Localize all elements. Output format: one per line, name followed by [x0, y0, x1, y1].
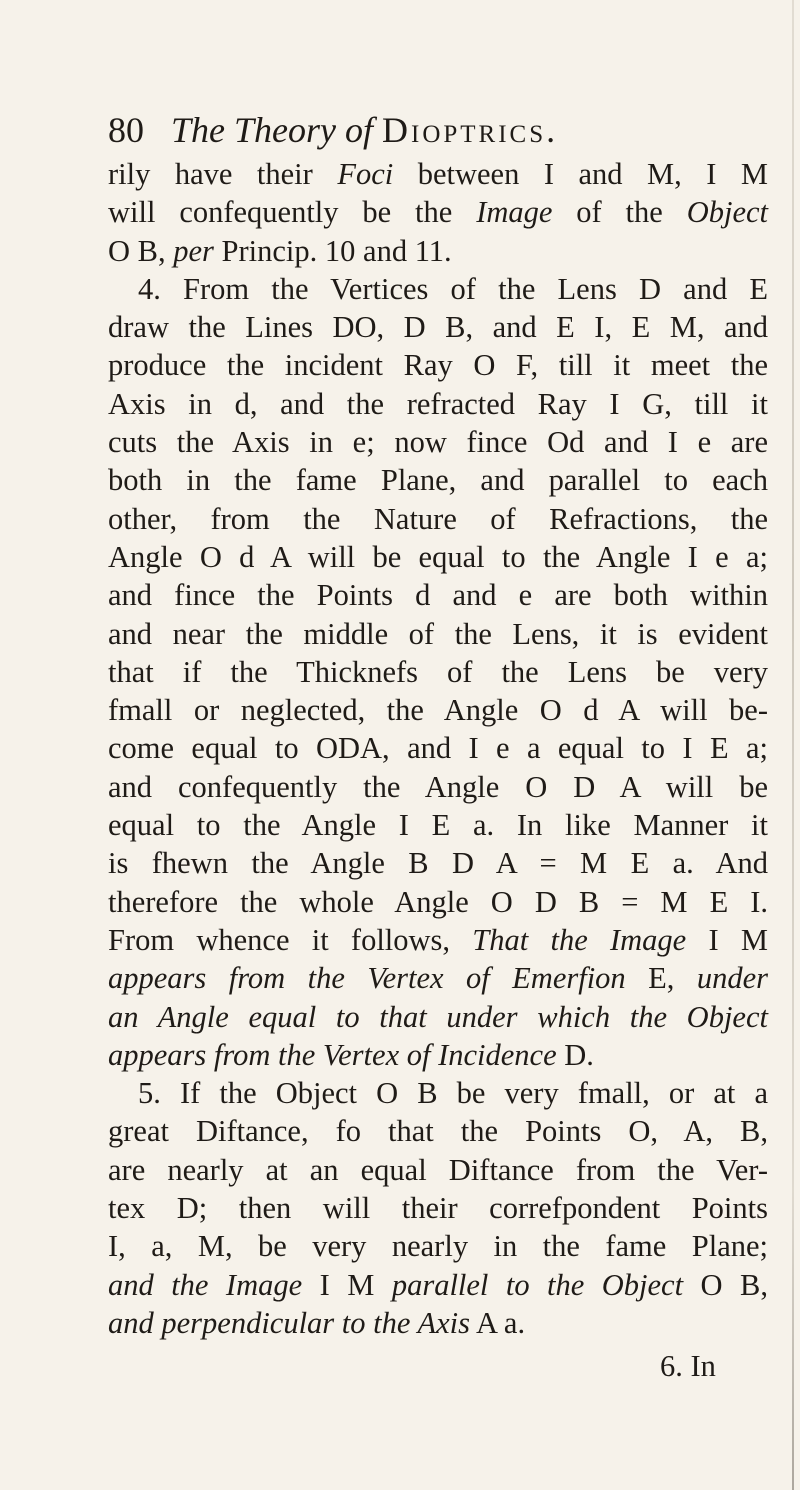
text-run: cuts the Axis in e; now fince Od and I e are [108, 425, 768, 460]
text-run: come equal to ODA, and I e a equal to I E a; [108, 731, 768, 766]
header-title-italic: The Theory of [171, 110, 373, 150]
text-line [108, 193, 768, 231]
text-line [108, 653, 768, 691]
text-line [108, 346, 768, 384]
text-run: fmall or neglected, the Angle O d A will be- [108, 693, 768, 728]
italic-run: Image [476, 195, 553, 230]
text-run: 5. If the Object O B be very fmall, or at a [138, 1076, 768, 1111]
text-line [108, 385, 768, 423]
text-run: is fhewn the Angle B D A = M E a. And [108, 846, 768, 881]
text-run: D. [556, 1037, 594, 1072]
page-edge-shadow [792, 0, 794, 1490]
italic-run: Object [686, 195, 769, 230]
text-line [108, 883, 768, 921]
text-run: between I and M, I M [393, 157, 769, 191]
text-run: rily have their [108, 157, 338, 191]
text-run: I, a, M, be very nearly in the fame Plane; [108, 1229, 768, 1264]
text-run: other, from the Nature of Refractions, the [108, 501, 768, 536]
italic-run: and perpendicular to the Axis [108, 1305, 470, 1340]
italic-run: That the Image [472, 922, 687, 957]
text-line [108, 1074, 768, 1112]
text-line [108, 806, 768, 844]
italic-run: an Angle equal to that under which the Object [108, 999, 768, 1034]
text-line [108, 729, 768, 767]
text-run: Princip. 10 and 11. [213, 233, 452, 268]
text-run: 4. From the Vertices of the Lens D and E [138, 271, 768, 306]
text-run: O B, [683, 1267, 768, 1302]
italic-run: parallel to the Object [391, 1267, 684, 1302]
body-text [108, 155, 768, 1342]
text-run: that if the Thicknefs of the Lens be very [108, 654, 768, 689]
text-line [108, 1266, 768, 1304]
text-line [108, 308, 768, 346]
italic-run: and the Image [108, 1267, 303, 1302]
text-line [108, 461, 768, 499]
text-run: From whence it follows, [108, 922, 473, 957]
text-line [108, 270, 768, 308]
text-run: and fince the Points d and e are both within [108, 578, 768, 613]
text-run: I M [302, 1267, 392, 1302]
text-run: E, [625, 961, 697, 996]
text-run: and near the middle of the Lens, it is evident [108, 616, 768, 651]
text-run: both in the fame Plane, and parallel to each [108, 463, 768, 498]
text-line [108, 1227, 768, 1265]
text-line [108, 615, 768, 653]
italic-run: appears from the Vertex of Emerfion [108, 961, 626, 996]
text-run: equal to the Angle I E a. In like Manner it [108, 808, 768, 843]
header-title-caps: Dioptrics. [382, 110, 559, 150]
text-run: and confequently the Angle O D A will be [108, 769, 768, 804]
text-run: therefore the whole Angle O D B = M E I. [108, 884, 768, 919]
text-line [108, 155, 768, 193]
italic-run: Foci [337, 157, 394, 191]
text-line [108, 998, 768, 1036]
text-line [108, 691, 768, 729]
text-line [108, 1036, 768, 1074]
text-run: O B, [108, 233, 174, 268]
text-line [108, 1151, 768, 1189]
italic-run: per [173, 233, 214, 268]
text-line [108, 1112, 768, 1150]
text-run: of the [552, 195, 687, 230]
text-run: produce the incident Ray O F, till it meet the [108, 348, 768, 383]
text-line [108, 959, 768, 997]
italic-run: appears from the Vertex of Incidence [108, 1037, 557, 1072]
page-number: 80 [108, 110, 144, 150]
text-line [108, 1304, 768, 1342]
text-line [108, 538, 768, 576]
text-run: tex D; then will their correfpondent Points [108, 1191, 768, 1226]
text-run: A a. [470, 1305, 526, 1340]
text-line [108, 1189, 768, 1227]
text-run: are nearly at an equal Diftance from the Ver- [108, 1152, 768, 1187]
text-line [108, 500, 768, 538]
text-run: Angle O d A will be equal to the Angle I e a; [108, 539, 768, 574]
catchword: 6. In [660, 1349, 716, 1383]
text-line [108, 921, 768, 959]
text-run: Axis in d, and the refracted Ray I G, till it [108, 386, 768, 421]
italic-run: under [696, 961, 768, 996]
text-run: will confequently be the [108, 195, 477, 230]
text-line [108, 844, 768, 882]
text-line [108, 423, 768, 461]
text-run: great Diftance, fo that the Points O, A, B, [108, 1114, 768, 1149]
text-run: draw the Lines DO, D B, and E I, E M, and [108, 310, 768, 345]
text-line [108, 768, 768, 806]
text-line [108, 232, 768, 270]
running-header [108, 100, 768, 160]
text-line [108, 576, 768, 614]
text-run: I M [686, 922, 768, 957]
